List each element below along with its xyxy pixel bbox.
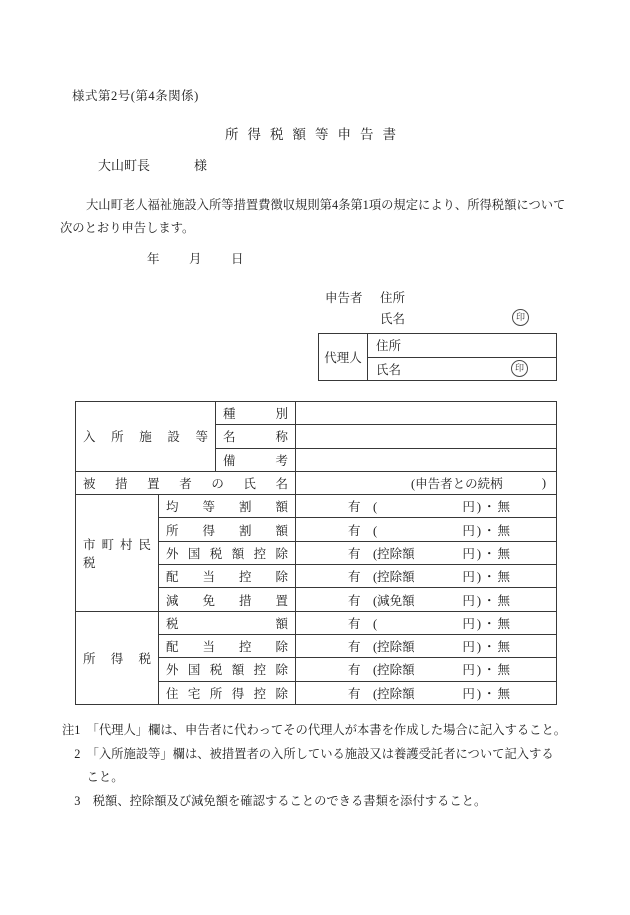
value-right: 円)・無: [462, 523, 512, 538]
relation-close-paren: ): [541, 475, 546, 490]
income-tax-section-label: 所 得 税: [76, 611, 159, 704]
value-left: 有 (控除額: [348, 570, 415, 585]
body-paragraph: [60, 194, 580, 240]
value-right: 円)・無: [462, 593, 512, 608]
facility-name-value-cell: [296, 425, 557, 448]
municipal-tax-section-label: 市 町 村 民 税: [76, 495, 159, 611]
facility-name-label: 名 称: [216, 425, 296, 448]
facility-remarks-value-cell: [296, 448, 557, 471]
income-row-value-cell: [296, 681, 557, 704]
note-line-3: こと。: [62, 770, 124, 784]
declarant-address-row: [325, 286, 557, 307]
table-row: [76, 611, 557, 634]
declarant-role: 申告者: [325, 290, 363, 305]
value-left: 有 (: [348, 616, 378, 631]
income-row-value-cell: [296, 611, 557, 634]
person-relation-cell: [296, 471, 557, 494]
agent-name-label: 氏名: [376, 362, 402, 377]
note-line-1: 注1 「代理人」欄は、申告者に代わってその代理人が本書を作成した場合に記入すること。: [62, 723, 567, 737]
facility-type-label: 種 別: [216, 402, 296, 425]
facility-remarks-label: 備 考: [216, 448, 296, 471]
note-line-4: 3 税額、控除額及び減免額を確認することのできる書類を添付すること。: [62, 793, 487, 808]
body-line-2: 次のとおり申告します。: [60, 221, 195, 235]
value-left: 有 (: [348, 523, 378, 538]
addressee-name: 大山町長: [98, 158, 151, 173]
tax-declaration-table: [75, 401, 557, 705]
municipal-row-label: 配 当 控 除: [159, 565, 296, 588]
municipal-row-value-cell: [296, 518, 557, 541]
income-row-label: 配 当 控 除: [159, 634, 296, 657]
agent-role: 代理人: [319, 334, 368, 381]
agent-address-cell: [368, 334, 557, 358]
declarant-block: [325, 286, 557, 328]
income-row-value-cell: [296, 658, 557, 681]
declarant-name-row: [325, 307, 557, 328]
agent-address-label: 住所: [376, 339, 402, 354]
municipal-row-label: 均 等 割 額: [159, 495, 296, 518]
municipal-row-label: 所 得 割 額: [159, 518, 296, 541]
body-line-1: 大山町老人福祉施設入所等措置費徴収規則第4条第1項の規定により、所得税額について: [86, 198, 566, 212]
note-line-2: 2 「入所施設等」欄は、被措置者の入所している施設又は養護受託者について記入する: [62, 746, 554, 761]
declarant-seal-icon: 印: [512, 309, 529, 326]
income-row-label: 税 額: [159, 611, 296, 634]
value-right: 円)・無: [462, 570, 512, 585]
value-left: 有 (控除額: [348, 546, 415, 561]
table-row: [76, 402, 557, 425]
municipal-row-label: 減 免 措 置: [159, 588, 296, 611]
page-title: 所得税額等申告書: [225, 127, 405, 142]
value-left: 有 (控除額: [348, 663, 415, 678]
table-row: [76, 471, 557, 494]
agent-address-row: [319, 334, 557, 358]
addressee-honorific: 様: [194, 158, 208, 173]
municipal-row-value-cell: [296, 565, 557, 588]
notes-section: [62, 719, 602, 813]
municipal-row-value-cell: [296, 588, 557, 611]
income-row-value-cell: [296, 634, 557, 657]
municipal-row-value-cell: [296, 541, 557, 564]
income-row-label: 外 国 税 額 控 除: [159, 658, 296, 681]
income-row-label: 住 宅 所 得 控 除: [159, 681, 296, 704]
facility-section-label: 入 所 施 設 等: [76, 402, 216, 472]
municipal-row-label: 外 国 税 額 控 除: [159, 541, 296, 564]
declarant-name-label: 氏名: [380, 311, 406, 326]
value-left: 有 (控除額: [348, 640, 415, 655]
value-right: 円)・無: [462, 616, 512, 631]
value-left: 有 (: [348, 500, 378, 515]
declarant-address-label: 住所: [380, 290, 406, 305]
facility-type-value-cell: [296, 402, 557, 425]
relation-text: (申告者との続柄: [411, 477, 503, 492]
value-right: 円)・無: [462, 640, 512, 655]
agent-seal-icon: 印: [511, 360, 528, 377]
person-name-label: 被 措 置 者 の 氏 名: [76, 471, 296, 494]
addressee-line: [98, 155, 207, 174]
value-left: 有 (減免額: [348, 593, 415, 608]
municipal-row-value-cell: [296, 495, 557, 518]
value-right: 円)・無: [462, 663, 512, 678]
agent-name-cell: [368, 357, 557, 381]
value-right: 円)・無: [462, 686, 512, 701]
table-row: [76, 495, 557, 518]
form-number: 様式第2号(第4条関係): [72, 89, 199, 103]
agent-table: [318, 333, 557, 381]
date-line: 年 月 日: [147, 252, 246, 266]
value-right: 円)・無: [462, 546, 512, 561]
value-right: 円)・無: [462, 500, 512, 515]
value-left: 有 (控除額: [348, 686, 415, 701]
